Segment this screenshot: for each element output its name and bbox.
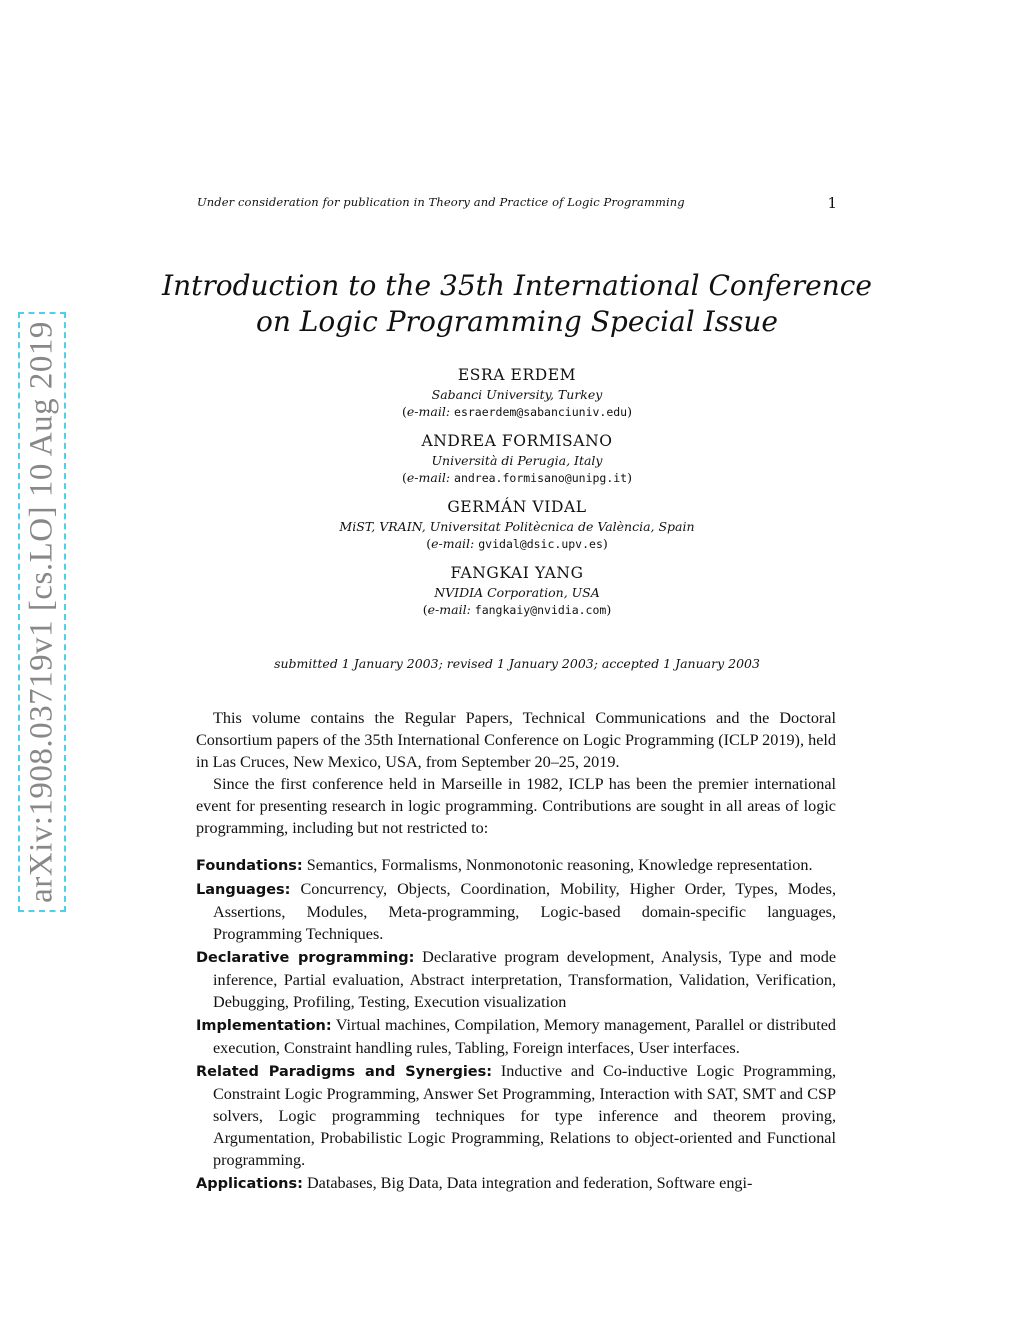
running-head: Under consideration for publication in Theory and Practice of Logic Programming	[197, 195, 685, 209]
email-label: e-mail:	[406, 470, 451, 485]
title-line-2: on Logic Programming Special Issue	[256, 305, 778, 338]
author-block	[200, 562, 834, 619]
topic-text: Semantics, Formalisms, Nonmonotonic reasoning, Knowledge representation.	[306, 856, 813, 874]
email-label: e-mail:	[427, 602, 471, 617]
page-number: 1	[827, 194, 837, 212]
topic-item	[196, 1014, 836, 1059]
author-email[interactable]: esraerdem@sabanciuniv.edu	[454, 405, 628, 419]
author-email-line: (e-mail: gvidal@dsic.upv.es)	[426, 536, 608, 551]
author-affiliation: MiST, VRAIN, Universitat Politècnica de València, Spain	[339, 519, 695, 534]
topic-name: Declarative programming:	[196, 950, 415, 966]
topic-item	[196, 946, 836, 1013]
topic-name: Related Paradigms and Synergies:	[196, 1064, 493, 1080]
author-email-line: (e-mail: fangkaiy@nvidia.com)	[422, 602, 612, 617]
intro-paragraph: This volume contains the Regular Papers, Technical Communications and the Doctoral Consortium papers of the 35th International Conference on Logic Programming (ICLP 2019), held in Las Cruces, New Mexico, USA, from September 20–25, 2019.	[196, 709, 836, 771]
author-email-line: (e-mail: andrea.formisano@unipg.it)	[402, 470, 632, 485]
author-email[interactable]: andrea.formisano@unipg.it	[454, 471, 628, 485]
topic-text: Virtual machines, Compilation, Memory management, Parallel or distributed execution, Constraint handling rules, Tabling, Foreign interfaces, User interfaces.	[213, 1016, 836, 1057]
title-line-1: Introduction to the 35th International Conference	[162, 269, 872, 302]
author-email[interactable]: fangkaiy@nvidia.com	[474, 603, 607, 617]
topic-list	[196, 854, 836, 1195]
topic-text: Declarative program development, Analysis, Type and mode inference, Partial evaluation, Abstract interpretation, Transformation, Validation, Verification, Debugging, Profiling, Testing, Execution visualization	[213, 948, 836, 1011]
submission-dates: submitted 1 January 2003; revised 1 January 2003; accepted 1 January 2003	[274, 656, 760, 671]
topic-text: Databases, Big Data, Data integration and federation, Software engi-	[306, 1174, 753, 1192]
author-email-line: (e-mail: esraerdem@sabanciuniv.edu)	[402, 404, 632, 419]
body-text	[196, 707, 836, 1196]
author-block	[200, 430, 834, 487]
author-name: GERMÁN VIDAL	[447, 498, 587, 516]
author-email[interactable]: gvidal@dsic.upv.es	[478, 537, 603, 551]
topic-text: Inductive and Co-inductive Logic Programming, Constraint Logic Programming, Answer Set Programming, Interaction with SAT, SMT and CSP solvers, Logic programming techniques for type inference and theorem proving, Argumentation, Probabilistic Logic Programming, Relations to object-oriented and Functional programming.	[213, 1062, 836, 1169]
author-block	[200, 496, 834, 553]
topic-name: Implementation:	[196, 1018, 332, 1034]
author-affiliation: NVIDIA Corporation, USA	[434, 585, 600, 600]
topic-item	[196, 1172, 836, 1195]
author-affiliation: Sabanci University, Turkey	[431, 387, 603, 402]
topic-item	[196, 1060, 836, 1171]
author-list	[200, 364, 834, 628]
author-block	[200, 364, 834, 421]
email-label: e-mail:	[406, 404, 451, 419]
author-name: FANGKAI YANG	[450, 564, 584, 582]
paper-title	[150, 268, 884, 340]
email-label: e-mail:	[431, 536, 475, 551]
author-affiliation: Università di Perugia, Italy	[431, 453, 603, 468]
arxiv-identifier: arXiv:1908.03719v1 [cs.LO] 10 Aug 2019	[23, 321, 60, 903]
topic-item	[196, 878, 836, 945]
topic-name: Foundations:	[196, 858, 303, 874]
topic-text: Concurrency, Objects, Coordination, Mobility, Higher Order, Types, Modes, Assertions, Modules, Meta-programming, Logic-based domain-specific languages, Programming Techniques.	[213, 880, 837, 943]
topic-name: Applications:	[196, 1176, 303, 1192]
author-name: ESRA ERDEM	[457, 366, 577, 384]
arxiv-stamp[interactable]	[18, 312, 66, 912]
topic-name: Languages:	[196, 882, 291, 898]
page-header	[197, 194, 837, 214]
author-name: ANDREA FORMISANO	[421, 432, 613, 450]
scope-paragraph: Since the first conference held in Marseille in 1982, ICLP has been the premier international event for presenting research in logic programming. Contributions are sought in all areas of logic programming, including but not restricted to:	[196, 775, 836, 837]
topic-item	[196, 854, 836, 877]
